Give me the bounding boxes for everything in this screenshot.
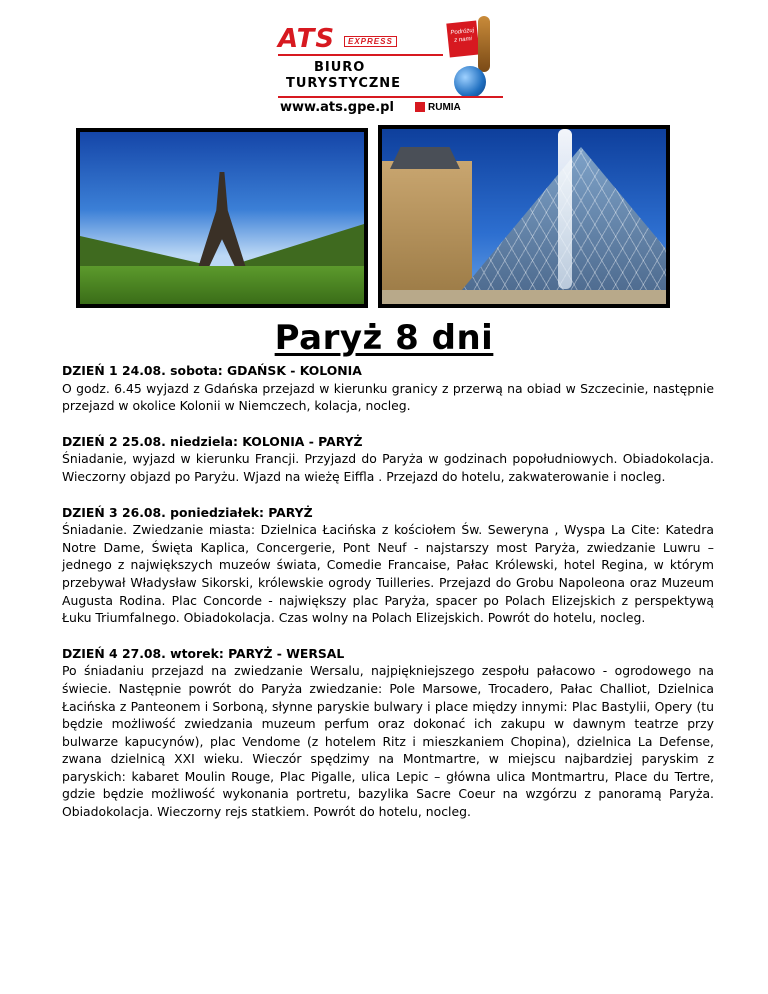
itinerary	[62, 362, 714, 839]
day-3	[62, 504, 714, 627]
city-crest-icon	[415, 102, 425, 112]
day-description: Śniadanie, wyjazd w kierunku Francji. Przyjazd do Paryża w godzinach popołudniowych. Obiadokolacja. Wieczorny objazd po Paryżu. Wjazd na wieżę Eiffla . Przejazd do hotelu, zakwaterowanie i nocleg.	[62, 451, 714, 484]
day-1	[62, 362, 714, 415]
logo-website: www.ats.gpe.pl	[280, 100, 394, 115]
day-description: O godz. 6.45 wyjazd z Gdańska przejazd w kierunku granicy z przerwą na obiad w Szczecinie, następnie przejazd w okolice Kolonii w Niemczech, kolacja, nocleg.	[62, 380, 714, 414]
day-heading: DZIEŃ 2 25.08. niedziela: KOLONIA - PARYŻ	[62, 433, 363, 449]
day-heading: DZIEŃ 1 24.08. sobota: GDAŃSK - KOLONIA	[62, 363, 362, 378]
globe-icon	[454, 66, 486, 98]
day-4	[62, 645, 714, 821]
logo-brand-sub: EXPRESS	[344, 36, 397, 47]
logo-line2: TURYSTYCZNE	[286, 76, 402, 91]
louvre-palace	[382, 161, 472, 301]
eiffel-tower-photo	[76, 128, 368, 308]
photo-plaza	[382, 290, 666, 304]
logo-brand: ATS	[278, 24, 336, 54]
day-description: Śniadanie. Zwiedzanie miasta: Dzielnica Łacińska z kościołem Św. Seweryna , Wyspa La Cite: Katedra Notre Dame, Święta Kaplica, Concergerie, Pont Neuf - najstarszy most Paryża, zwiedzanie Luwru – jednego z największych muzeów świata, Comedie Francaise, Pałac Królewski, hotel Regina, w którym przebywał Władysław Sikorski, królewskie ogrody Tuilleries. Przejazd do Grobu Napoleona oraz Muzeum Augusta Rodina. Plac Concorde - największy plac Paryża, spacer po Polach Elizejskich z perspektywą Łuku Triumfalnego. Obiadokolacja. Czas wolny na Polach Elizejskich. Powrót do hotelu, nocleg.	[62, 522, 714, 626]
ats-logo	[278, 10, 503, 114]
louvre-pyramid-photo	[378, 125, 670, 308]
photo-lawn	[80, 266, 364, 304]
day-heading: DZIEŃ 3 26.08. poniedziałek: PARYŻ	[62, 504, 313, 520]
fountain	[558, 129, 572, 289]
logo-line1: BIURO	[314, 60, 366, 75]
logo-divider-bottom	[278, 96, 503, 98]
logo-divider	[278, 54, 443, 56]
logo-badge-line1: Podróżuj	[450, 27, 475, 37]
day-heading: DZIEŃ 4 27.08. wtorek: PARYŻ - WERSAL	[62, 645, 345, 661]
logo-badge	[446, 21, 479, 58]
day-2	[62, 433, 714, 486]
page-title: Paryż 8 dni	[274, 318, 494, 358]
logo-city: RUMIA	[428, 102, 461, 113]
louvre-roof	[390, 147, 460, 169]
day-description: Po śniadaniu przejazd na zwiedzanie Wersalu, najpiękniejszego zespołu pałacowo - ogrodowego na świecie. Następnie powrót do Paryża zwiedzanie: Pole Marsowe, Trocadero, Pałac Challiot, Dzielnica Łacińska z Panteonem i Sorboną, słynne paryskie bulwary i place między innymi: Plac Bastylii, Opery (tu będzie możliwość zwiedzania muzeum perfum oraz dokonać ich zakupu w dawnym teatrze przy bulwarze kapucynów), plac Vendome (z hotelem Ritz i mieszkaniem Chopina), dzielnica La Defense, zwana dzielnicą XXI wieku. Wieczór spędzimy na Montmartre, w miejscu najbardziej paryskim z paryskich: kabaret Moulin Rouge, Plac Pigalle, ulica Lepic – główna ulica Montmartru, Place du Tertre, gdzie będzie możliwość wykonania portretu, bazylika Sacre Coeur na wzgórzu z panoramą Paryża. Obiadokolacja. Wieczorny rejs statkiem. Powrót do hotelu, nocleg.	[62, 663, 714, 820]
mascot-icon	[478, 16, 490, 72]
logo-badge-line2: z nami	[453, 36, 473, 44]
